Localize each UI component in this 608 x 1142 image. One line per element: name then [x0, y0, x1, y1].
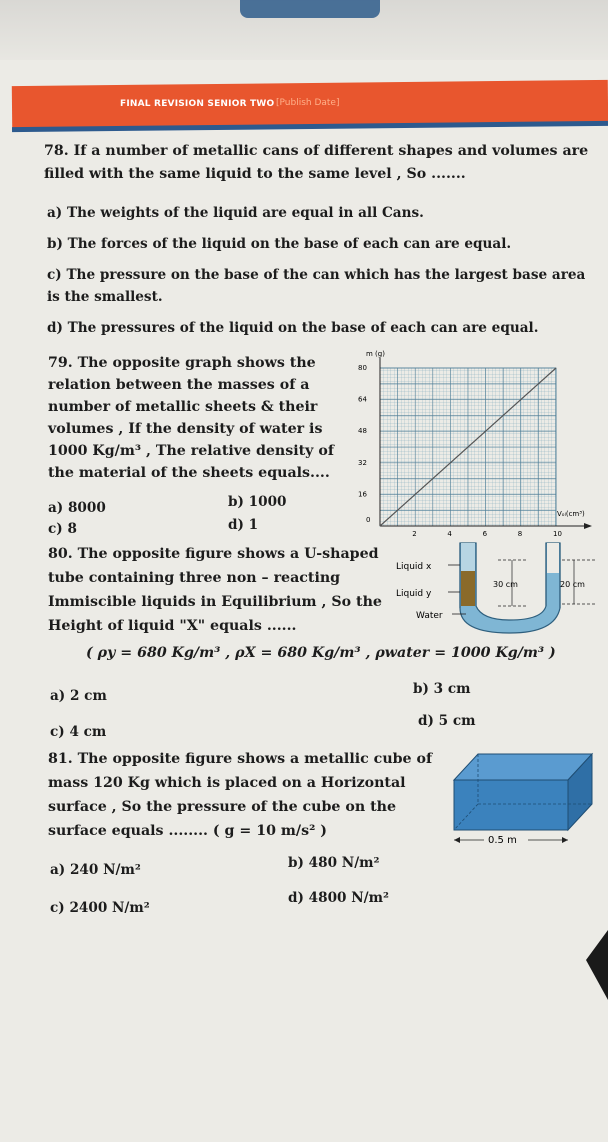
y-tick-label: 64: [358, 395, 367, 404]
q78-option-c-cont: is the smallest.: [47, 289, 163, 305]
q81-option-b[interactable]: b) 480 N/m²: [288, 855, 380, 871]
q79-line2: relation between the masses of a: [48, 377, 310, 393]
cube-figure: [446, 748, 596, 848]
y-tick-label: 16: [358, 490, 367, 499]
x-axis-arrow: [584, 523, 592, 529]
height-20cm-label: 20 cm: [560, 580, 585, 589]
q80-line4: Height of liquid "X" equals ......: [48, 618, 297, 634]
q81-option-a[interactable]: a) 240 N/m²: [50, 862, 141, 878]
cube-front-face: [454, 780, 568, 830]
edge-length-label: 0.5 m: [488, 835, 517, 846]
q81-line1: 81. The opposite figure shows a metallic cube of: [48, 751, 433, 767]
q80-line3: Immiscible liquids in Equilibrium , So the: [48, 594, 382, 610]
q80-option-b[interactable]: b) 3 cm: [413, 681, 471, 697]
u-tube-figure: [390, 538, 602, 638]
header-title: FINAL REVISION SENIOR TWO: [120, 99, 275, 109]
q79-option-b[interactable]: b) 1000: [228, 494, 287, 510]
q80-line2: tube containing three non – reacting: [48, 570, 341, 586]
liquid-y-column: [461, 571, 475, 606]
header-publish-date: [Publish Date]: [276, 98, 340, 108]
height-30cm-label: 30 cm: [493, 580, 518, 589]
background-binding: [240, 0, 380, 18]
q81-line4: surface equals ........ ( g = 10 m/s² ): [48, 823, 327, 839]
right-column-air: [547, 543, 559, 573]
q78-option-c[interactable]: c) The pressure on the base of the can which has the largest base area: [47, 267, 586, 283]
q79-option-c[interactable]: c) 8: [48, 521, 77, 537]
y-tick-label: 48: [358, 427, 367, 436]
q79-option-d[interactable]: d) 1: [228, 517, 259, 533]
q81-option-c[interactable]: c) 2400 N/m²: [50, 900, 150, 916]
q81-option-d[interactable]: d) 4800 N/m²: [288, 890, 389, 906]
x-tick-label: 8: [517, 530, 523, 536]
q80-option-a[interactable]: a) 2 cm: [50, 688, 107, 704]
q78-line2: filled with the same liquid to the same level , So .......: [44, 166, 466, 182]
q80-option-c[interactable]: c) 4 cm: [50, 724, 107, 740]
q79-option-a[interactable]: a) 8000: [48, 500, 106, 516]
q79-line3: number of metallic sheets & their: [48, 399, 318, 415]
q79-line4: volumes , If the density of water is: [48, 421, 323, 437]
liquid-y-label: Liquid y: [396, 589, 432, 599]
y-tick-label: 80: [358, 364, 367, 372]
q78-option-b[interactable]: b) The forces of the liquid on the base of each can are equal.: [47, 236, 512, 252]
x-tick-label: 4: [447, 530, 452, 536]
q80-option-d[interactable]: d) 5 cm: [418, 713, 476, 729]
page-corner-shadow: [586, 930, 608, 1000]
q78-option-a[interactable]: a) The weights of the liquid are equal in all Cans.: [47, 205, 424, 221]
x-tick-label: 2: [412, 530, 417, 536]
y-axis-label: m (g): [366, 350, 385, 358]
liquid-x-label: Liquid x: [396, 562, 432, 572]
x-tick-label: 6: [482, 530, 488, 536]
x-axis-label: Vₒₗ(cm³): [557, 510, 585, 518]
q78-line1: 78. If a number of metallic cans of different shapes and volumes are: [44, 143, 589, 159]
q81-line2: mass 120 Kg which is placed on a Horizontal: [48, 775, 406, 791]
q79-line1: 79. The opposite graph shows the: [48, 355, 316, 371]
x-tick-label: 10: [553, 530, 562, 536]
q80-line1: 80. The opposite figure shows a U-shaped: [48, 546, 379, 562]
q78-option-d[interactable]: d) The pressures of the liquid on the base of each can are equal.: [47, 320, 539, 336]
liquid-x-column: [461, 543, 475, 571]
q79-line6: the material of the sheets equals....: [48, 465, 330, 481]
origin-label: 0: [366, 516, 371, 524]
q80-given: ( ρy = 680 Kg/m³ , ρX = 680 Kg/m³ , ρwater = 1000 Kg/m³ ): [86, 645, 556, 661]
mass-volume-graph: [352, 346, 602, 536]
q81-line3: surface , So the pressure of the cube on the: [48, 799, 396, 815]
q79-line5: 1000 Kg/m³ , The relative density of: [48, 443, 334, 459]
y-tick-label: 32: [358, 458, 367, 467]
water-label: Water: [416, 611, 443, 621]
